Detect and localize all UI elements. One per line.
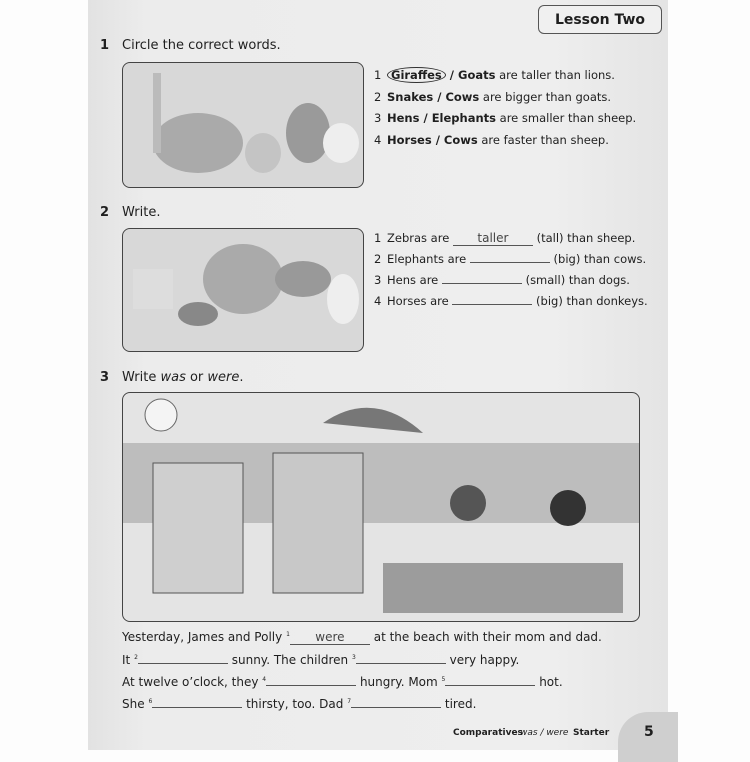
footer-level: Starter [573,728,610,738]
blank-6[interactable] [152,707,242,708]
page-number: 5 [618,712,678,762]
blank-4[interactable] [266,685,356,686]
ex3-line-2: It $^2$ sunny. The children $^3$ very happy. [122,653,520,667]
blank-2[interactable] [138,663,228,664]
beach-illustration [122,392,640,622]
ex1-item[interactable]: 1 Giraffes / Goats are taller than lions. [374,68,615,82]
ex3-line-4: She $^6$ thirsty, too. Dad $^7$ tired. [122,697,477,711]
blank-1[interactable]: were [290,630,370,645]
ex2-item[interactable]: 3 Hens are (small) than dogs. [374,273,630,287]
footer-topic-2: was / were [520,728,569,738]
blank-5[interactable] [445,685,535,686]
blank-3[interactable] [356,663,446,664]
animals-illustration-1 [122,62,364,188]
ex1-item[interactable]: 4 Horses / Cows are faster than sheep. [374,133,609,147]
animals-illustration-2 [122,228,364,352]
ex2-item[interactable]: 2 Elephants are (big) than cows. [374,252,647,266]
ex3-line-1: Yesterday, James and Polly $^1$ were at the beach with their mom and dad. [122,630,602,644]
exercise-2-heading: 2 Write. [100,205,161,220]
lesson-tab: Lesson Two [538,5,662,34]
exercise-3-heading: 3 Write was or were. [100,370,244,385]
ex2-item[interactable]: 4 Horses are (big) than donkeys. [374,294,648,308]
ex2-item[interactable]: 1 Zebras are taller (tall) than sheep. [374,231,636,245]
ex1-item[interactable]: 3 Hens / Elephants are smaller than sheep. [374,111,637,125]
ex3-line-3: At twelve o’clock, they $^4$ hungry. Mom $^5$ hot. [122,675,563,689]
ex1-item[interactable]: 2 Snakes / Cows are bigger than goats. [374,90,612,104]
blank-7[interactable] [351,707,441,708]
footer-topic-1: Comparatives [453,728,523,738]
exercise-1-heading: 1 Circle the correct words. [100,38,281,53]
